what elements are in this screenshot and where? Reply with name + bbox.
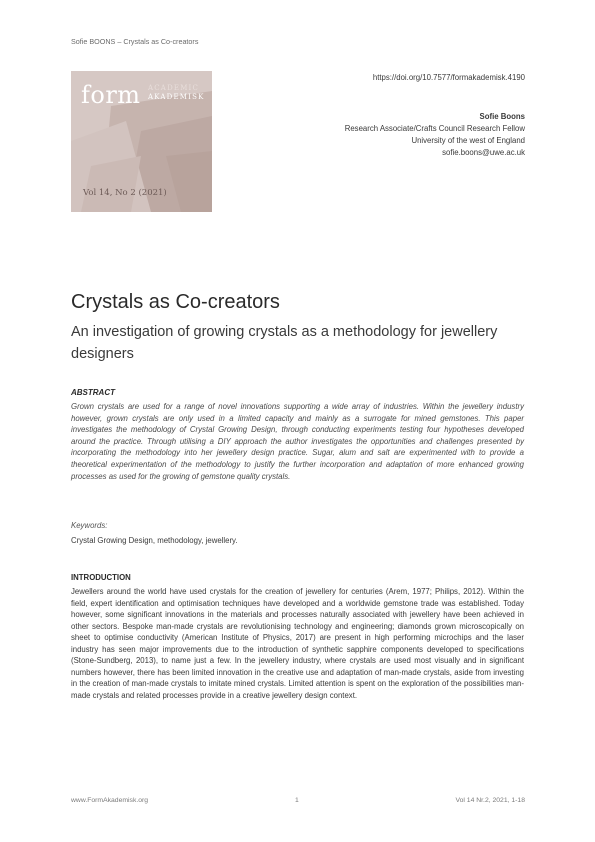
footer-website[interactable]: www.FormAkademisk.org [71, 797, 149, 804]
cover-logo-line2: AKADEMISK [148, 93, 205, 101]
article-meta [345, 72, 525, 159]
abstract-heading: ABSTRACT [71, 388, 115, 397]
journal-cover-image [71, 71, 212, 212]
keywords-text: Crystal Growing Design, methodology, jewellery. [71, 536, 238, 545]
running-head: Sofie BOONS – Crystals as Co-creators [71, 37, 199, 46]
author-name: Sofie Boons [479, 112, 525, 121]
doi-link[interactable]: https://doi.org/10.7577/formakademisk.4190 [372, 73, 525, 82]
article-title: Crystals as Co-creators [71, 291, 280, 313]
footer-citation: Vol 14 Nr.2, 2021, 1-18 [455, 797, 525, 804]
cover-logo: form [81, 81, 141, 109]
abstract-text: Grown crystals are used for a range of novel innovations supporting a wide array of industries. Within the jewellery industry however, grown crystals are only used in a limited capacity and mainly as a surrogate for mined gemstones. This paper investigates the methodology of Crystal Growing Design, through conducting experiments testing four hypotheses developed around the practice. Through utilising a DIY approach the author investigates the opportunities and challenges presented by incorporating the methodology into her jewellery design practice. Sugar, alum and salt are experimented with to provide a theoretical experimentation of the methodology to justify the further incorporation and adaptation of more enhanced growing processes as used for the growing of gemstone quality crystals. [71, 402, 524, 481]
introduction-text: Jewellers around the world have used crystals for the creation of jewellery for centuries (Arem, 1977; Philips, 2012). Within the field, expert identification and optimisation techniques have developed and a worldwide gemstone trade was established. Today however, some significant innovations in the materials and processes naturally associated with jewellery have been achieved in other sectors. Bespoke man-made crystals are revolutionising technology and engineering; diamonds grown microscopically on sheet to optimise conductivity (American Institute of Physics, 2017) are present in high performing microchips and the laser industry has seen major improvements due to the introduction of synthetic sapphire components developed to specifications (Stone-Sundberg, 2013), to name just a few. In the jewellery industry, where crystals are used most visually and in significant numbers however, there has been limited innovation in the creative use and adaptation of man-made crystals, aside from investing in the creation of man-made crystals to imitate mined crystals. Limited attention is spent on the exploration of the possibilities man-made crystals and related processes provide in a creative jewellery design context. [71, 587, 524, 700]
introduction-heading: INTRODUCTION [71, 573, 131, 582]
keywords-heading: Keywords: [71, 521, 108, 530]
footer-page-number: 1 [295, 797, 299, 804]
article-subtitle: An investigation of growing crystals as a methodology for jewellery designers [71, 324, 498, 362]
author-email[interactable]: sofie.boons@uwe.ac.uk [442, 148, 525, 157]
author-institution: University of the west of England [411, 136, 525, 145]
cover-logo-line1: ACADEMIC [148, 84, 200, 92]
cover-volume: Vol 14, No 2 (2021) [83, 188, 167, 198]
author-position: Research Associate/Crafts Council Research Fellow [344, 124, 525, 133]
